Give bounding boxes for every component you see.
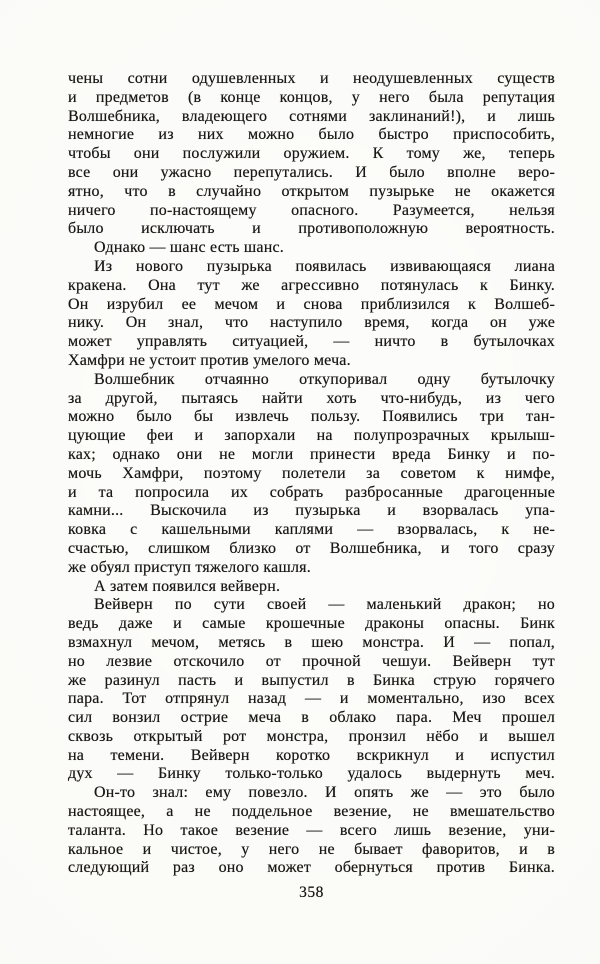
text-line: нику. Он знал, что наступило время, когда он уже xyxy=(68,314,555,332)
text-line: следующий раз оно может обернуться против Бинка. xyxy=(68,859,555,877)
text-line: Однако — шанс есть шанс. xyxy=(94,239,284,257)
page-number: 358 xyxy=(299,884,324,901)
text-line: было исключать и противоположную вероятность. xyxy=(68,220,555,238)
text-line: Вейверн по сути своей — маленький дракон; но xyxy=(94,596,555,614)
text-line: Хамфри не устоит против умелого меча. xyxy=(68,351,351,369)
text-line: может управлять ситуацией, — ничто в бутылочках xyxy=(68,333,555,351)
text-line: чены сотни одушевленных и неодушевленных существ xyxy=(68,70,555,87)
text-line: Он-то знал: ему повезло. И опять же — это было xyxy=(94,784,555,802)
text-line: А затем появился вейверн. xyxy=(94,577,281,595)
text-line: цующие феи и запорхали на полупрозрачных крылыш- xyxy=(68,427,555,445)
text-line: кракена. Она тут же агрессивно потянулась к Бинку. xyxy=(68,276,555,294)
text-line: ничего по-настоящему опасного. Разумеется, нельзя xyxy=(68,201,555,219)
text-line: и та попросила их собрать разбросанные драгоценные xyxy=(68,483,555,501)
text-line: все они ужасно перепутались. И было вполне веро- xyxy=(68,163,555,181)
text-line: же обуял приступ тяжелого кашля. xyxy=(68,558,311,576)
text-line: таланта. Но такое везение — всего лишь везение, уни- xyxy=(68,821,555,839)
text-line: но лезвие отскочило от прочной чешуи. Вейверн тут xyxy=(68,652,555,670)
text-line: дух — Бинку только-только удалось выдернуть меч. xyxy=(68,765,555,783)
text-line: и предметов (в конце концов, у него была репутация xyxy=(68,88,555,106)
text-line: Волшебник отчаянно откупоривал одну бутылочку xyxy=(94,370,555,388)
text-line: сил вонзил острие меча в облако пара. Меч прошел xyxy=(68,709,555,727)
text-line: чтобы они послужили оружием. К тому же, теперь xyxy=(68,145,555,163)
text-line: пара. Тот отпрянул назад — и моментально, изо всех xyxy=(68,690,555,708)
text-line: сквозь открытый рот монстра, пронзил нёбо и вышел xyxy=(68,727,555,745)
text-line: за другой, пытаясь найти хоть что-нибудь, из чего xyxy=(68,389,555,407)
text-line: немногие из них можно было быстро приспособить, xyxy=(68,126,555,144)
text-line: ковка с кашельными каплями — взорвалась, к не- xyxy=(68,521,555,539)
text-line: мочь Хамфри, поэтому полетели за советом к нимфе, xyxy=(68,464,555,482)
text-line: Волшебника, владеющего сотнями заклинаний!), и лишь xyxy=(68,107,555,125)
text-line: Из нового пузырька появилась извивающаяся лиана xyxy=(94,257,555,275)
text-line: счастью, слишком близко от Волшебника, и того сразу xyxy=(68,539,555,557)
text-line: на темени. Вейверн коротко вскрикнул и испустил xyxy=(68,746,555,764)
text-line: настоящее, а не поддельное везение, не вмешательство xyxy=(68,803,555,821)
text-line: камни... Выскочила из пузырька и взорвалась упа- xyxy=(68,502,555,520)
page-text xyxy=(68,70,555,878)
text-line: ведь даже и самые крошечные драконы опасны. Бинк xyxy=(68,615,555,633)
text-line: Он изрубил ее мечом и снова приблизился к Волшеб- xyxy=(68,295,555,313)
text-line: кальное и чистое, у него не бывает фаворитов, и в xyxy=(68,840,555,858)
text-line: можно было бы извлечь пользу. Появились три тан- xyxy=(68,408,555,426)
text-line: же разинул пасть и выпустил в Бинка струю горячего xyxy=(68,671,555,689)
text-line: взмахнул мечом, метясь в шею монстра. И — попал, xyxy=(68,633,555,651)
text-line: ятно, что в случайно открытом пузырьке не окажется xyxy=(68,182,555,200)
text-line: ках; однако они не могли принести вреда Бинку и по- xyxy=(68,445,555,463)
